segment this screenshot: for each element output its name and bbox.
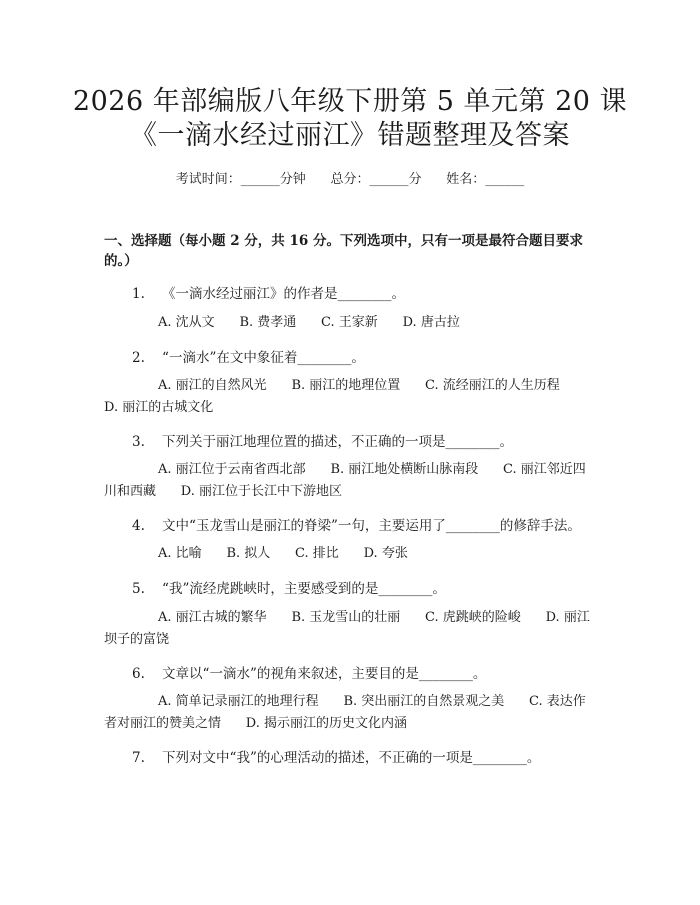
exam-meta: 考试时间：______分钟 总分：______分 姓名：______ — [175, 172, 525, 187]
question-7: 7. 下列对文中“我”的心理活动的描述，不正确的一项是________。 — [132, 750, 541, 766]
question-3-options: A. 丽江位于云南省西北部 B. 丽江地处横断山脉南段 C. 丽江邻近四川和西藏 D. 丽江位于长江中下游地区 — [104, 462, 586, 499]
question-6-options: A. 简单记录丽江的地理行程 B. 突出丽江的自然景观之美 C. 表达作者对丽江的赞美之情 D. 揭示丽江的历史文化内涵 — [104, 694, 586, 731]
question-3: 3. 下列关于丽江地理位置的描述，不正确的一项是________。 — [132, 434, 514, 450]
question-1-options: A. 沈从文 B. 费孝通 C. 王家新 D. 唐古拉 — [158, 315, 460, 330]
question-6: 6. 文章以“一滴水”的视角来叙述，主要目的是________。 — [132, 666, 487, 682]
section-heading: 一、选择题（每小题 2 分，共 16 分。下列选项中，只有一项是最符合题目要求的。） — [104, 233, 583, 269]
question-5: 5. “我”流经虎跳峡时，主要感受到的是________。 — [132, 581, 446, 597]
question-4: 4. 文中“玉龙雪山是丽江的脊梁”一句，主要运用了________的修辞手法。 — [132, 518, 581, 534]
question-4-options: A. 比喻 B. 拟人 C. 排比 D. 夸张 — [158, 546, 408, 561]
title-line-1: 2026 年部编版八年级下册第 5 单元第 20 课 — [72, 86, 628, 117]
question-5-options: A. 丽江古城的繁华 B. 玉龙雪山的壮丽 C. 虎跳峡的险峻 D. 丽江坝子的富饶 — [104, 610, 590, 647]
question-2: 2. “一滴水”在文中象征着________。 — [132, 350, 365, 366]
title-line-2: 《一滴水经过丽江》错题整理及答案 — [130, 120, 570, 151]
question-2-options: A. 丽江的自然风光 B. 丽江的地理位置 C. 流经丽江的人生历程 D. 丽江的古城文化 — [104, 378, 585, 415]
question-1: 1. 《一滴水经过丽江》的作者是________。 — [132, 286, 406, 302]
